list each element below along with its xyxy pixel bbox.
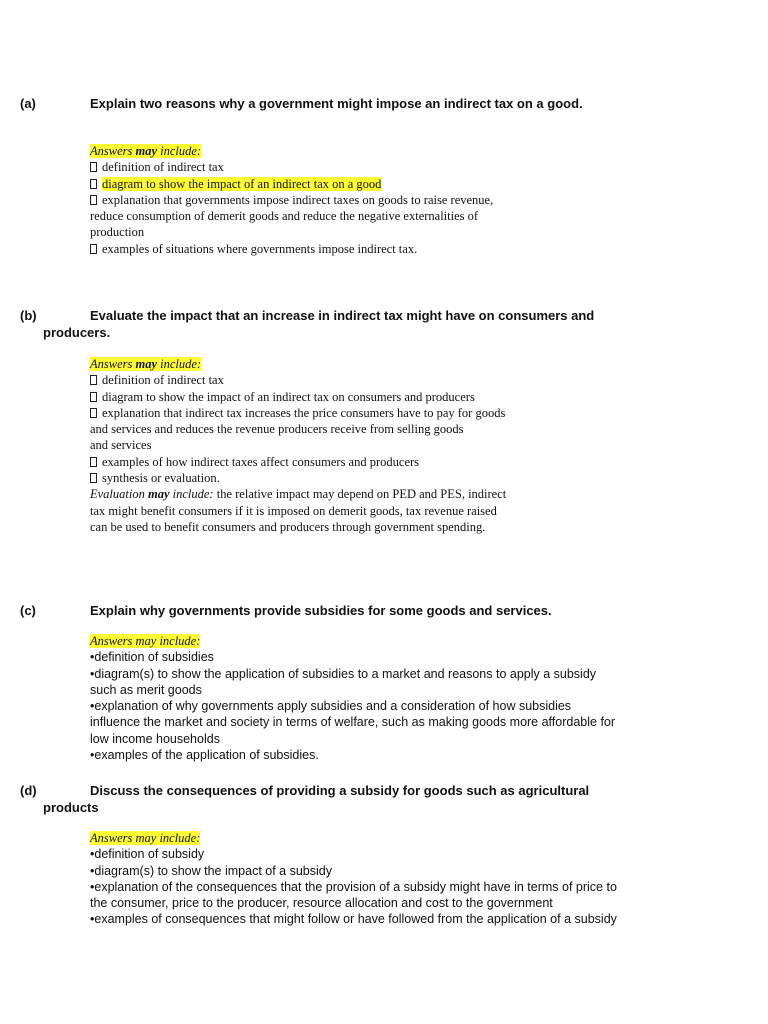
question-text-cont: products (43, 800, 99, 815)
answer-item: •explanation of the consequences that the provision of a subsidy might have in terms of price to (90, 879, 617, 894)
answer-item-cont: the consumer, price to the producer, resource allocation and cost to the government (90, 896, 553, 911)
answers-intro: Answers may include: (90, 634, 201, 648)
answer-item: •diagram(s) to show the application of subsidies to a market and reasons to apply a subsidy (90, 666, 597, 681)
answer-item-cont: and services (90, 438, 152, 453)
answer-item-cont: and services and reduces the revenue producers receive from selling goods (90, 422, 464, 437)
answer-item: •explanation of why governments apply subsidies and a consideration of how subsidies (90, 699, 572, 714)
answers-c (90, 633, 710, 763)
answer-item: •definition of subsidy (90, 847, 205, 862)
question-label: (c) (20, 603, 36, 618)
answer-item: definition of indirect tax (90, 372, 710, 388)
checkbox-glyph-icon (90, 392, 97, 402)
checkbox-glyph-icon (90, 375, 97, 385)
checkbox-glyph-icon (90, 195, 97, 205)
checkbox-glyph-icon (90, 244, 97, 254)
question-text: Evaluate the impact that an increase in indirect tax might have on consumers and (90, 308, 595, 323)
answer-item: explanation that indirect tax increases the price consumers have to pay for goods (90, 405, 710, 421)
answers-intro: Answers may include: (90, 831, 201, 845)
answer-item: •diagram(s) to show the impact of a subsidy (90, 863, 332, 878)
evaluation-line: can be used to benefit consumers and producers through government spending. (90, 519, 486, 534)
question-text: Discuss the consequences of providing a subsidy for goods such as agricultural (90, 783, 590, 798)
answer-item: •definition of subsidies (90, 650, 214, 665)
question-d (20, 782, 740, 816)
question-b (20, 307, 740, 341)
answer-item: •examples of consequences that might follow or have followed from the application of a subsidy (90, 912, 617, 927)
answer-item: •examples of the application of subsidies. (90, 748, 319, 763)
answer-item: synthesis or evaluation. (90, 470, 710, 486)
answers-b (90, 356, 710, 535)
answer-item-cont: low income households (90, 731, 220, 746)
question-label: (b) (20, 308, 37, 323)
question-text: Explain why governments provide subsidies for some goods and services. (90, 603, 552, 618)
question-c (20, 602, 740, 619)
answer-item: diagram to show the impact of an indirect tax on consumers and producers (90, 389, 710, 405)
answer-item-cont: such as merit goods (90, 682, 202, 697)
question-text-cont: producers. (43, 325, 111, 340)
answer-item-cont: reduce consumption of demerit goods and reduce the negative externalities of (90, 209, 479, 224)
evaluation-line: Evaluation may include: the relative impact may depend on PED and PES, indirect (90, 487, 507, 502)
answer-item: examples of situations where governments impose indirect tax. (90, 241, 710, 257)
answer-item: explanation that governments impose indirect taxes on goods to raise revenue, (90, 192, 710, 208)
checkbox-glyph-icon (90, 408, 97, 418)
answer-item-cont: influence the market and society in terms of welfare, such as making goods more affordable for (90, 715, 616, 730)
question-text: Explain two reasons why a government might impose an indirect tax on a good. (90, 96, 583, 111)
question-label: (a) (20, 96, 36, 111)
checkbox-glyph-icon (90, 473, 97, 483)
evaluation-line: tax might benefit consumers if it is imposed on demerit goods, tax revenue raised (90, 503, 497, 518)
checkbox-glyph-icon (90, 457, 97, 467)
question-label: (d) (20, 783, 37, 798)
answer-item: examples of how indirect taxes affect consumers and producers (90, 454, 710, 470)
checkbox-glyph-icon (90, 162, 97, 172)
answer-item: diagram to show the impact of an indirect tax on a good (90, 176, 710, 192)
answers-d (90, 830, 710, 928)
answers-intro: Answers may include: (90, 357, 202, 371)
answer-item: definition of indirect tax (90, 159, 710, 175)
question-a (20, 95, 740, 112)
answers-a (90, 143, 710, 257)
answer-item-cont: production (90, 225, 145, 240)
answers-intro: Answers may include: (90, 144, 202, 158)
checkbox-glyph-icon (90, 179, 97, 189)
